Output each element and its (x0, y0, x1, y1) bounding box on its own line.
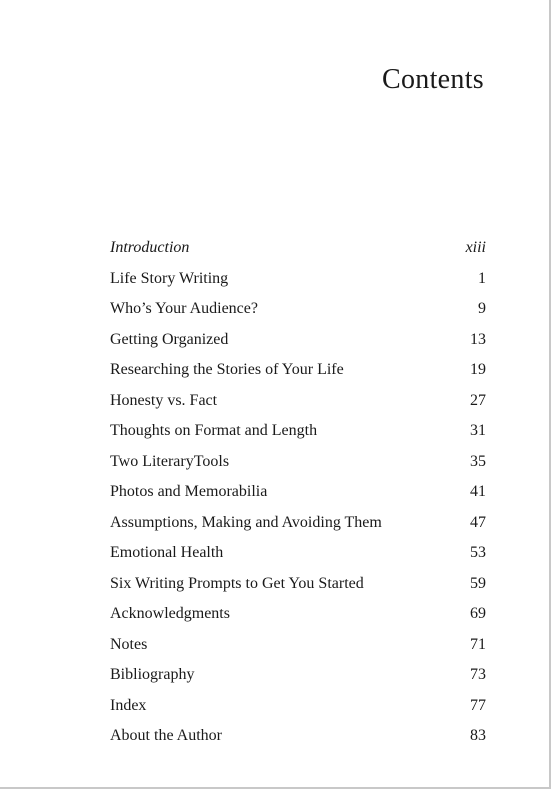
table-of-contents (110, 233, 486, 752)
toc-entry-title: Two LiteraryTools (110, 452, 230, 470)
toc-entry-page: 13 (470, 330, 486, 348)
toc-entry-title: Acknowledgments (110, 605, 230, 622)
toc-entry-page: 41 (470, 483, 486, 500)
toc-entry-12[interactable] (110, 599, 486, 630)
toc-entry-8[interactable] (110, 477, 486, 508)
toc-entry-page: 1 (478, 269, 486, 287)
toc-entry-page: 47 (470, 513, 486, 531)
toc-entry-15[interactable] (110, 691, 486, 722)
toc-entry-title: Photos and Memorabilia (110, 483, 268, 500)
toc-entry-title: Thoughts on Format and Length (110, 422, 318, 439)
toc-entry-title: Getting Organized (110, 330, 229, 348)
toc-entry-9[interactable] (110, 508, 486, 539)
toc-entry-page: 19 (470, 361, 486, 378)
toc-entry-5[interactable] (110, 386, 486, 417)
toc-entry-title: Notes (110, 635, 148, 653)
toc-entry-page: 35 (470, 452, 486, 470)
toc-entry-title: Researching the Stories of Your Life (110, 361, 344, 378)
toc-entry-title: Index (110, 696, 147, 714)
toc-entry-page: 27 (470, 391, 486, 409)
toc-entry-3[interactable] (110, 325, 486, 356)
toc-entry-13[interactable] (110, 630, 486, 661)
toc-entry-14[interactable] (110, 660, 486, 691)
toc-entry-page: 73 (470, 666, 486, 683)
toc-entry-7[interactable] (110, 447, 486, 478)
toc-entry-4[interactable] (110, 355, 486, 386)
toc-entry-11[interactable] (110, 569, 486, 600)
toc-entry-6[interactable] (110, 416, 486, 447)
toc-entry-page: 9 (478, 300, 486, 317)
toc-entry-page: 71 (470, 635, 486, 653)
toc-entry-title: Who’s Your Audience? (110, 300, 258, 317)
toc-entry-title: Bibliography (110, 666, 195, 683)
page-title: Contents (382, 64, 484, 95)
toc-entry-title: Honesty vs. Fact (110, 391, 218, 409)
toc-entry-page: 77 (470, 696, 486, 714)
toc-entry-page: xiii (465, 239, 486, 256)
toc-entry-title: Emotional Health (110, 544, 224, 561)
toc-entry-0[interactable] (110, 233, 486, 264)
toc-entry-title: Six Writing Prompts to Get You Started (110, 574, 364, 592)
toc-entry-page: 83 (470, 727, 486, 744)
toc-entry-page: 53 (470, 544, 486, 561)
toc-entry-1[interactable] (110, 264, 486, 295)
toc-entry-16[interactable] (110, 721, 486, 752)
toc-entry-title: About the Author (110, 727, 222, 744)
toc-entry-page: 69 (470, 605, 486, 622)
toc-entry-2[interactable] (110, 294, 486, 325)
toc-entry-title: Introduction (110, 239, 190, 256)
toc-entry-10[interactable] (110, 538, 486, 569)
toc-entry-title: Assumptions, Making and Avoiding Them (110, 513, 382, 531)
toc-entry-page: 31 (470, 422, 486, 439)
toc-entry-title: Life Story Writing (110, 269, 229, 287)
toc-entry-page: 59 (470, 574, 486, 592)
